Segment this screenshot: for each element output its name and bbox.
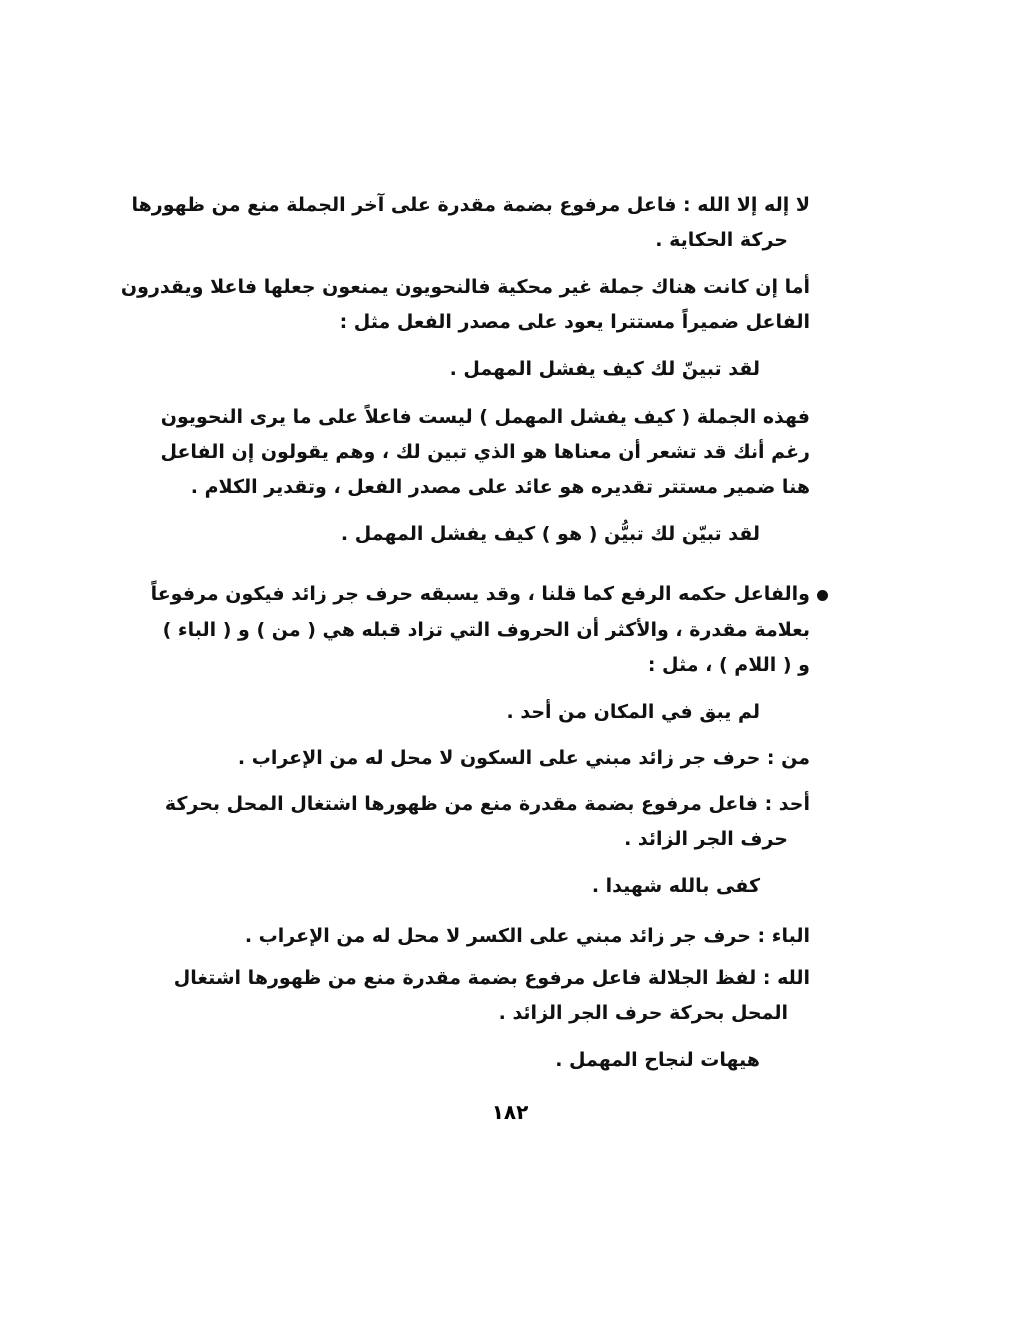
text-line: رغم أنك قد تشعر أن معناها هو الذي تبين لك ، وهم يقولون إن الفاعل bbox=[160, 441, 810, 463]
text-line: حركة الحكاية . bbox=[655, 229, 788, 251]
text-line: و ( اللام ) ، مثل : bbox=[647, 654, 810, 676]
example-sentence: لقد تبينّ لك كيف يفشل المهمل . bbox=[449, 358, 760, 380]
example-sentence: لم يبق في المكان من أحد . bbox=[506, 701, 760, 723]
text-line: والفاعل حكمه الرفع كما قلنا ، وقد يسبقه حرف جر زائد فيكون مرفوعاً bbox=[150, 583, 810, 605]
text-line: لا إله إلا الله : فاعل مرفوع بضمة مقدرة على آخر الجملة منع من ظهورها bbox=[131, 194, 810, 216]
parsing-line: الله : لفظ الجلالة فاعل مرفوع بضمة مقدرة منع من ظهورها اشتغال bbox=[173, 967, 810, 989]
example-sentence: كفى بالله شهيدا . bbox=[591, 875, 760, 897]
parsing-line: حرف الجر الزائد . bbox=[624, 828, 788, 850]
parsing-line: أحد : فاعل مرفوع بضمة مقدرة منع من ظهورها اشتغال المحل بحركة bbox=[164, 793, 810, 815]
text-line: بعلامة مقدرة ، والأكثر أن الحروف التي تزاد قبله هي ( من ) و ( الباء ) bbox=[162, 619, 810, 641]
parsing-line: الباء : حرف جر زائد مبني على الكسر لا محل له من الإعراب . bbox=[244, 925, 810, 947]
parsing-line: المحل بحركة حرف الجر الزائد . bbox=[498, 1002, 788, 1024]
bullet-icon bbox=[817, 590, 828, 601]
text-line: فهذه الجملة ( كيف يفشل المهمل ) ليست فاعلاً على ما يرى النحويون bbox=[160, 406, 810, 428]
text-line: أما إن كانت هناك جملة غير محكية فالنحويون يمنعون جعلها فاعلا ويقدرون bbox=[120, 276, 810, 298]
text-line: هنا ضمير مستتر تقديره هو عائد على مصدر الفعل ، وتقدير الكلام . bbox=[190, 476, 810, 498]
parsing-line: من : حرف جر زائد مبني على السكون لا محل له من الإعراب . bbox=[237, 747, 810, 769]
page-number: ١٨٢ bbox=[491, 1100, 529, 1124]
text-line: الفاعل ضميراً مستترا يعود على مصدر الفعل مثل : bbox=[339, 311, 810, 333]
example-sentence: هيهات لنجاح المهمل . bbox=[555, 1049, 760, 1071]
example-sentence: لقد تبيّن لك تبيُّن ( هو ) كيف يفشل المهمل . bbox=[340, 523, 760, 545]
